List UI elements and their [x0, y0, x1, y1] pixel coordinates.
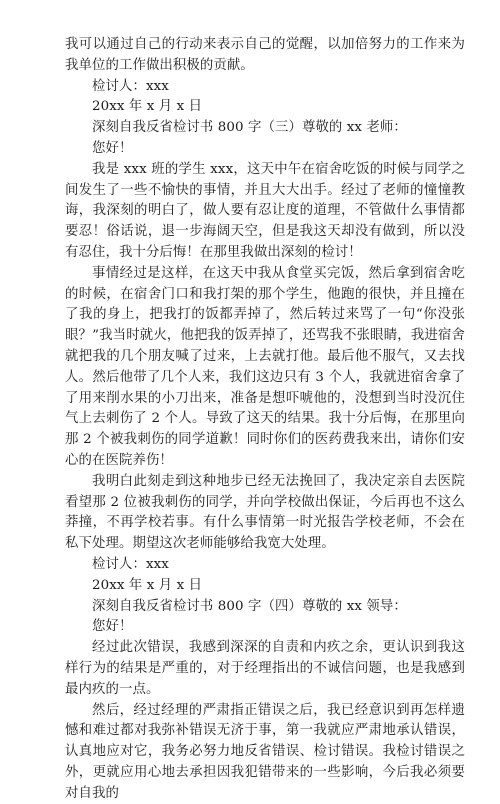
- paragraph: 然后，经过经理的严肃指正错误之后，我已经意识到再怎样遗憾和难过都对我弥补错误无济于事，第一我就应严肃地承认错误，认真地应对它，我务必努力地反省错误、检讨错误。我检讨错误之外，更就应用心地去承担因我犯错带来的一些影响，今后我必须要对自我的: [65, 701, 465, 804]
- paragraph: 检讨人：xxx: [65, 555, 465, 576]
- paragraph: 20xx 年 x 月 x 日: [65, 97, 465, 118]
- document-body: [65, 35, 465, 804]
- paragraph: 您好！: [65, 617, 465, 638]
- paragraph: 您好！: [65, 139, 465, 160]
- paragraph: 深刻自我反省检讨书 800 字（三）尊敬的 xx 老师：: [65, 118, 465, 139]
- paragraph: 我明白此刻走到这种地步已经无法挽回了，我决定亲自去医院看望那 2 位被我刺伤的同学，并向学校做出保证，今后再也不这么莽撞，不再学校若事。有什么事情第一时光报告学校老师，不会在私下处理。期望这次老师能够给我宽大处理。: [65, 472, 465, 555]
- paragraph: 检讨人：xxx: [65, 77, 465, 98]
- paragraph: 20xx 年 x 月 x 日: [65, 576, 465, 597]
- paragraph: 事情经过是这样，在这天中我从食堂买完饭，然后拿到宿舍吃的时候，在宿舍门口和我打架的那个学生，他跑的很快，并且撞在了我的身上，把我打的饭都弄掉了，然后转过来骂了一句“你没张眼？”我当时就火，他把我的饭弄掉了，还骂我不张眼睛，我进宿舍就把我的几个朋友喊了过来，上去就打他。最后他不服气，又去找人。然后他带了几个人来，我们这边只有 3 个人，我就进宿舍拿了了用来削水果的小刀出来，准备是想吓唬他的，没想到当时没沉住气上去刺伤了 2 个人。导致了这天的结果。我十分后悔，在那里向那 2 个被我刺伤的同学道歉！同时你们的医药费我来出，请你们安心的在医院养伤！: [65, 264, 465, 472]
- paragraph: 经过此次错误，我感到深深的自责和内疚之余，更认识到我这样行为的结果是严重的，对于经理指出的不诚信问题，也是我感到最内疚的一点。: [65, 638, 465, 700]
- paragraph: 我可以通过自己的行动来表示自己的觉醒，以加倍努力的工作来为我单位的工作做出积极的贡献。: [65, 35, 465, 77]
- paragraph: 深刻自我反省检讨书 800 字（四）尊敬的 xx 领导：: [65, 597, 465, 618]
- paragraph: 我是 xxx 班的学生 xxx，这天中午在宿舍吃饭的时候与同学之间发生了一些不愉快的事情，并且大大出手。经过了老师的憧憧教诲，我深刻的明白了，做人要有忍让度的道理，不管做什么事情都要忍！俗话说，退一步海阔天空，但是我这天却没有做到，所以没有忍住，我十分后悔！在那里我做出深刻的检讨！: [65, 160, 465, 264]
